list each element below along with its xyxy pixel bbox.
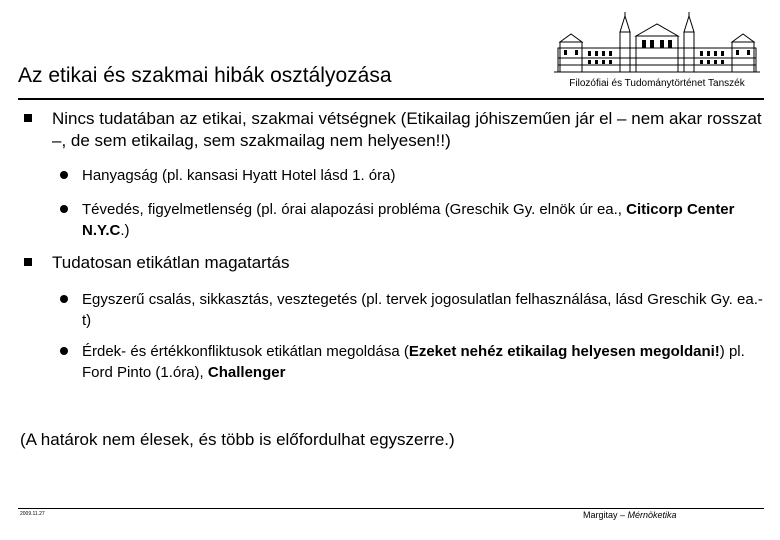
square-bullet-icon bbox=[24, 114, 32, 122]
bullet-2-text: Tudatosan etikátlan magatartás bbox=[52, 253, 290, 272]
logo-caption: Filozófiai és Tudománytörténet Tanszék bbox=[569, 78, 745, 89]
bullet-1-text: Nincs tudatában az etikai, szakmai vétségnek (Etikailag jóhiszeműen jár el – nem akar rosszat –, de sem etikailag, sem szakmailag nem helyesen!!) bbox=[52, 109, 762, 150]
square-bullet-icon bbox=[24, 258, 32, 266]
round-bullet-icon bbox=[60, 347, 68, 355]
sub-bullet-1-2: Tévedés, figyelmetlenség (pl. órai alapozási probléma (Greschik Gy. elnök úr ea., Citicorp Center N.Y.C.) bbox=[82, 201, 735, 239]
round-bullet-icon bbox=[60, 295, 68, 303]
closing-note: (A határok nem élesek, és több is előfordulhat egyszerre.) bbox=[20, 430, 455, 449]
slide-title: Az etikai és szakmai hibák osztályozása bbox=[18, 64, 392, 87]
footer-author: Margitay – Mérnöketika bbox=[583, 510, 677, 520]
sub-bullet-2-2: Érdek- és értékkonfliktusok etikátlan megoldása (Ezeket nehéz etikailag helyesen megoldani!) pl. Ford Pinto (1.óra), Challenger bbox=[82, 343, 745, 381]
footer-divider bbox=[18, 508, 764, 509]
round-bullet-icon bbox=[60, 171, 68, 179]
title-divider bbox=[18, 98, 764, 100]
sub-bullet-1-1: Hanyagság (pl. kansasi Hyatt Hotel lásd 1. óra) bbox=[82, 167, 396, 184]
sub-bullet-2-1: Egyszerű csalás, sikkasztás, vesztegetés (pl. tervek jogosulatlan felhasználása, lásd Greschik Gy. ea.-t) bbox=[82, 291, 763, 329]
footer-date: 2009.11.27 bbox=[20, 511, 45, 517]
round-bullet-icon bbox=[60, 205, 68, 213]
